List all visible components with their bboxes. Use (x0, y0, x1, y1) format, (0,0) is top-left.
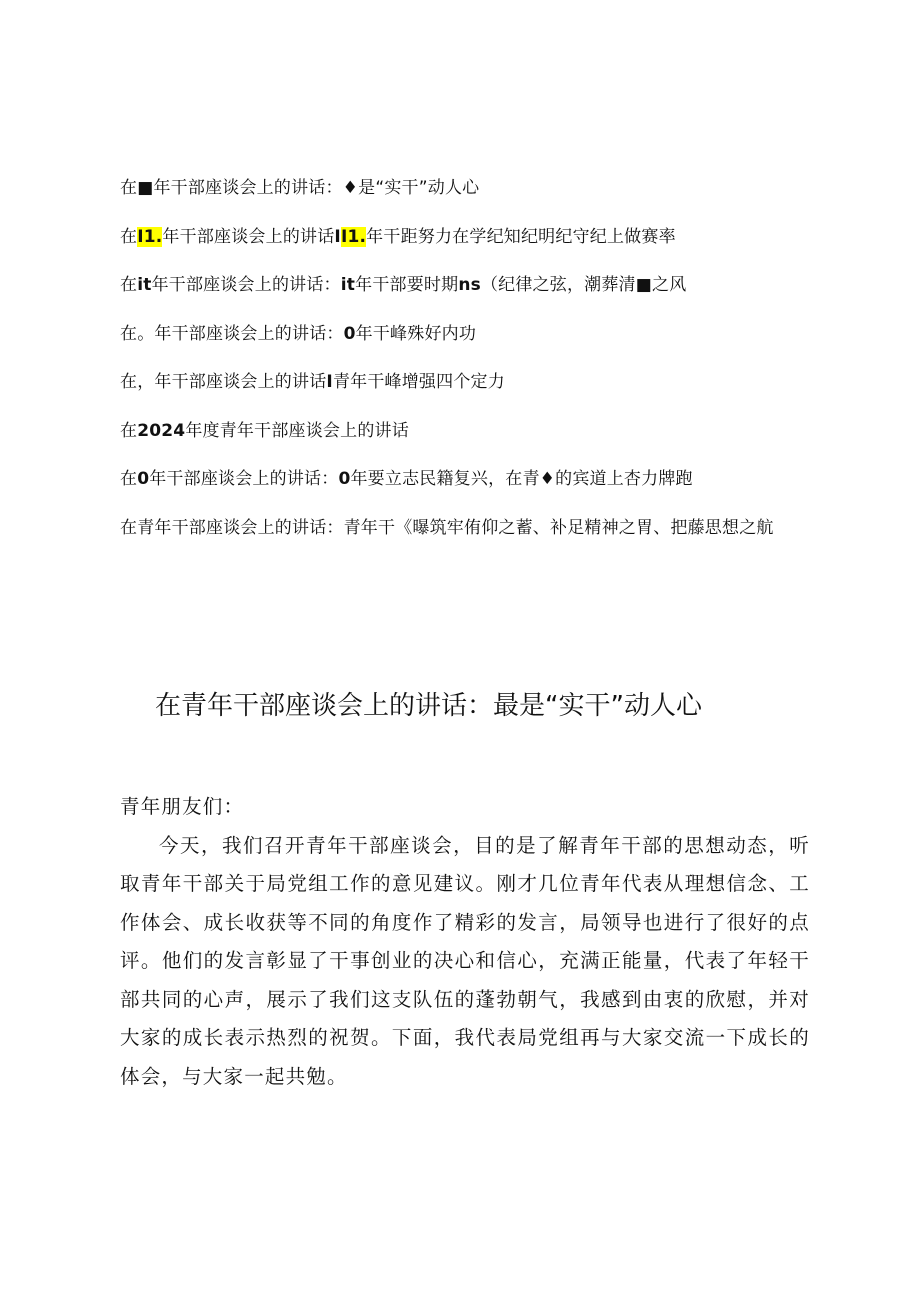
toc-text: ♦ (539, 469, 556, 489)
toc-item[interactable] (120, 273, 820, 297)
speech-body (120, 788, 810, 1096)
toc-text: （纪律之弦，潮葬清 (480, 275, 636, 295)
toc-text: 年干部座谈会上的讲话： (149, 469, 339, 489)
toc-text: it (340, 275, 356, 295)
toc-text: 在 (120, 469, 138, 489)
toc-item[interactable] (120, 176, 820, 200)
toc-item[interactable] (120, 370, 820, 394)
toc-text: 在。年干部座谈会上的讲话： (120, 323, 344, 344)
toc-text: I (334, 226, 341, 247)
toc-text: it (137, 275, 152, 295)
toc-text: 在 (120, 178, 138, 198)
toc-text: 年干部座谈会上的讲话 (162, 226, 335, 247)
toc-text: 年干峰殊好内功 (355, 323, 477, 344)
toc-highlight: I1. (340, 226, 367, 247)
toc-text: 0 (343, 323, 356, 344)
toc-text: I (326, 372, 333, 392)
toc-text: 2024 (137, 420, 186, 441)
toc-text: 在青年干部座谈会上的讲话：青年干《曝筑牢侑仰之蓄、补足精神之胃、把藤思想之航 (120, 517, 774, 538)
toc-text: 0 (338, 469, 351, 489)
toc-text: 年要立志民籍复兴，在青 (350, 469, 540, 489)
toc-item[interactable] (120, 467, 820, 491)
toc-text: 之风 (652, 275, 687, 295)
toc-text: 的宾道上杏力牌跑 (555, 469, 693, 489)
toc-text: ♦ (342, 178, 359, 198)
toc-text: 0 (137, 469, 150, 489)
toc-text: 在 (120, 275, 138, 295)
toc-highlight: I1. (137, 226, 163, 247)
toc-item[interactable] (120, 419, 820, 443)
speech-title: 在青年干部座谈会上的讲话：最是“实干”动人心 (155, 691, 702, 721)
toc-item[interactable] (120, 322, 820, 346)
toc-text: 年干距努力在学纪知纪明纪守纪上做赛率 (366, 226, 676, 247)
toc-text: ■ (635, 275, 653, 295)
toc-text: 年干部座谈会上的讲话： (151, 275, 341, 295)
toc-item[interactable] (120, 225, 820, 249)
toc-text: 在 (120, 420, 138, 441)
toc-text: ns (458, 275, 481, 295)
toc-item[interactable] (120, 504, 820, 552)
toc-text: 年度青年干部座谈会上的讲话 (185, 420, 409, 441)
toc-text: 在，年干部座谈会上的讲话 (120, 372, 327, 392)
toc-text: 年干部座谈会上的讲话： (153, 178, 343, 198)
paragraph: 今天，我们召开青年干部座谈会，目的是了解青年干部的思想动态，听取青年干部关于局党组工作的意见建议。刚才几位青年代表从理想信念、工作体会、成长收获等不同的角度作了精彩的发言，局领导也进行了很好的点评。他们的发言彰显了干事创业的决心和信心，充满正能量，代表了年轻干部共同的心声，展示了我们这支队伍的蓬勃朝气，我感到由衷的欣慰，并对大家的成长表示热烈的祝贺。下面，我代表局党组再与大家交流一下成长的体会，与大家一起共勉。 (120, 833, 810, 1088)
toc-text: 青年干峰增强四个定力 (332, 372, 505, 392)
toc-text: 年干部要时期 (355, 275, 459, 295)
toc-text: ■ (137, 178, 154, 198)
toc-text: 是“实干”动人心 (358, 178, 480, 198)
toc-text: 在 (120, 226, 138, 247)
table-of-contents (120, 176, 820, 576)
greeting: 青年朋友们： (120, 795, 245, 818)
